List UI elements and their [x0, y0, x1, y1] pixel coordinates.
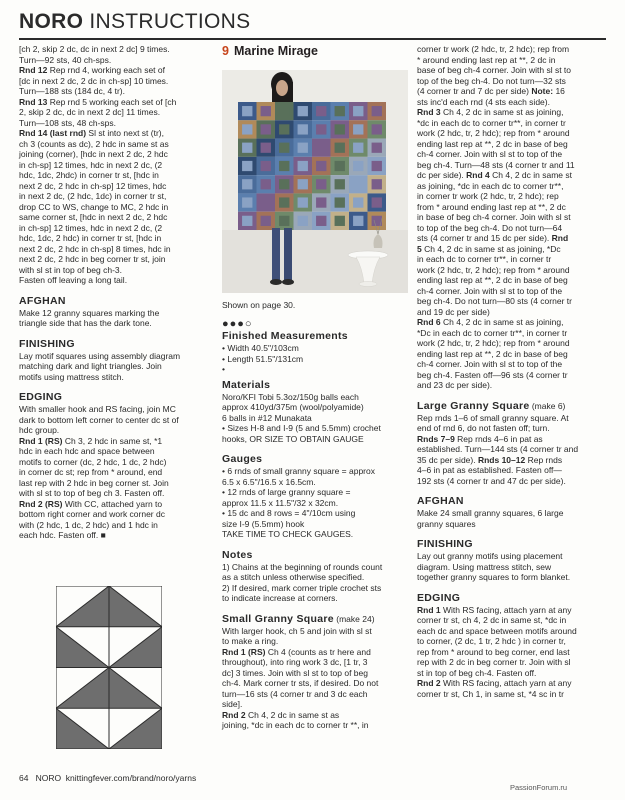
text-line: dark to bottom left corner to center dc st of	[19, 414, 179, 425]
text-line: • 12 rnds of large granny square =	[222, 487, 351, 497]
text-line: ending last rep at **, 2 dc in base of beg	[417, 348, 568, 359]
text-line: and 19 dc per side)	[417, 306, 490, 317]
text-line: hdc in each hdc and space between	[19, 446, 155, 456]
text-line: and 23 dc per side).	[417, 380, 493, 390]
round-label: Rnd 13	[19, 96, 48, 107]
text-line: corner tr st, Ch 1, in same st, *4 sc in tr	[417, 688, 564, 699]
round-3	[417, 107, 607, 118]
edging-heading: EDGING	[19, 391, 63, 403]
text-line: matching dark and light triangles. Join	[19, 361, 162, 371]
blanket-square-center	[242, 106, 252, 116]
blanket-square-center	[298, 161, 308, 171]
text-line: hdc, 1dc, 2 hdc) in corner tr st, [hdc in	[19, 233, 162, 243]
text-line: end of rnd 6, do not fasten off; turn.	[417, 423, 550, 433]
blanket-square-center	[335, 179, 345, 189]
text-line: 6.5 x 6.5"/16.5 x 16.5cm.	[222, 476, 316, 487]
text-line: Rep rnd 5 working each set of [ch	[47, 96, 177, 107]
round-label: Rnd 14 (last rnd)	[19, 128, 87, 138]
section-heading: Small Granny Square	[222, 612, 334, 625]
blanket-square-center	[316, 197, 326, 207]
text-line: approx 410yd/375m (wool/polyamide)	[222, 402, 364, 412]
text-line: [ch 2, skip 2 dc, dc in next 2 dc] 9 times.	[19, 44, 170, 54]
text-line: hdc group.	[19, 425, 60, 435]
make-count: (make 24)	[333, 613, 375, 624]
make-count: (make 6)	[529, 400, 566, 411]
text-line: to top of the beg ch-4. Do not turn—64	[417, 222, 563, 233]
text-line: diagram. Using mattress stitch, sew	[417, 561, 552, 572]
text-line: 4–6 in pat as established. Fasten off—	[417, 465, 562, 475]
finished-measurements-heading: Finished Measurements	[222, 330, 348, 342]
blanket-square-center	[316, 106, 326, 116]
sgs-round-1	[222, 647, 408, 658]
blanket-square-center	[261, 197, 271, 207]
text-line: approx 11.5 x 11.5"/32 x 32cm.	[222, 497, 339, 508]
project-name: Marine Mirage	[233, 44, 319, 58]
page-number: 64	[19, 773, 29, 783]
project-title	[222, 44, 318, 58]
text-line: Ch 4, 2 dc in same st as	[245, 709, 340, 720]
round-label: Rnd 6	[417, 317, 441, 327]
round-label: Rnd 4	[466, 170, 490, 180]
text-line: 6 balls in #12 Munakata	[222, 412, 312, 423]
text-line: to indicate increase at corners.	[222, 593, 338, 603]
text-line: work (2 hdc, tr, 2 hdc); rep from * around	[417, 128, 570, 138]
text-line: • Length 51.5"/131cm	[222, 353, 304, 364]
blanket-square-center	[335, 161, 345, 171]
round-label: Rnd 2	[222, 709, 246, 720]
text-line: Turn—108 sts, 48 ch-sps.	[19, 117, 117, 128]
assembly-diagram	[56, 586, 162, 749]
small-granny-square-heading	[222, 613, 408, 626]
notes-heading: Notes	[222, 548, 253, 561]
blanket-square-center	[242, 197, 252, 207]
header-section: INSTRUCTIONS	[89, 10, 251, 33]
text-line: beg ch-4. Do not turn—80 sts (4 corner tr	[417, 296, 572, 306]
text-line: turn—16 sts (4 corner tr and 3 dc each	[222, 688, 368, 699]
blanket-square-center	[335, 124, 345, 134]
blanket-square-center	[279, 143, 289, 153]
text-line: same corner st, [hdc in next 2 dc, 2 hdc	[19, 212, 168, 222]
text-line: motifs using mattress stitch.	[19, 371, 124, 382]
text-line: next 2 dc, 2 hdc in beg corner tr st, join	[19, 254, 166, 264]
text-line: [dc in next 2 dc, 2 dc in ch-sp] 10 times.	[19, 75, 169, 86]
column-1	[19, 44, 207, 541]
blanket-square-center	[279, 179, 289, 189]
round-label: Rnd 1 (RS)	[19, 435, 63, 446]
blanket-square-center	[353, 143, 363, 153]
text-line: from * around ending last rep at **, 2 dc	[417, 201, 566, 212]
text-span: (4 corner tr and 7 dc per side)	[417, 86, 529, 96]
text-line: work (2 hdc, tr, 2 hdc); rep from * around	[417, 264, 570, 275]
round-6	[417, 317, 607, 328]
text-line: established. Turn—144 sts (4 corner tr and	[417, 444, 579, 454]
footer-url: knittingfever.com/brand/noro/yarns	[65, 773, 197, 783]
text-line: throughout), into ring work 3 dc, [1 tr, 3	[222, 657, 368, 667]
large-granny-square-heading	[417, 400, 607, 413]
gauges-heading: Gauges	[222, 453, 263, 465]
round-label: Rnd 1	[417, 604, 441, 615]
text-line: in base of beg ch-4 corner. Join with sl st	[417, 212, 571, 222]
blanket-square-center	[261, 143, 271, 153]
blanket-square-center	[353, 161, 363, 171]
text-line: ch-4 corner. Join with sl st to top of the	[417, 149, 563, 159]
blanket-square-center	[261, 124, 271, 134]
rounds-7-9	[417, 434, 607, 445]
round-label: Rnd 2 (RS)	[19, 498, 63, 509]
text-line: beg ch-4. Turn—48 sts (4 corner tr and 11	[417, 159, 575, 170]
round-label: Rnds 10–12	[477, 454, 526, 465]
round-label: Rnd 12	[19, 65, 48, 75]
blanket-square-center	[242, 179, 252, 189]
text-line: joining, *dc in each dc to corner tr **, in	[222, 720, 369, 730]
text-line: With larger hook, ch 5 and join with sl st	[222, 625, 372, 636]
text-span: 16	[553, 86, 565, 96]
text-line: in corner tr work (2 hdc, tr, 2 hdc); rep	[417, 191, 559, 201]
text-line: as joining, *dc in each dc to corner tr**,	[417, 180, 564, 191]
afghan-heading: AFGHAN	[19, 294, 66, 307]
blanket-square-center	[316, 179, 326, 189]
text-line: in next 2 dc, (2 hdc, 1dc) in corner tr st,	[19, 191, 167, 201]
blanket-square-center	[298, 179, 308, 189]
text-line: 1) Chains at the beginning of rounds count	[222, 561, 383, 572]
blanket-square-center	[242, 161, 252, 171]
text-line: •	[222, 364, 225, 374]
watermark: PassionForum.ru	[510, 783, 568, 792]
text-span: 35 dc per side).	[417, 454, 476, 465]
page-header	[19, 10, 250, 34]
text-line: *dc in each dc to corner tr**, in corner tr	[417, 117, 566, 128]
edging-round-1	[19, 436, 207, 447]
blanket-square-center	[372, 197, 382, 207]
text-line: * around ending last rep at **, 2 dc in	[417, 54, 556, 65]
text-line	[417, 455, 607, 466]
text-line: ch 3 (counts as dc), 2 hdc in same st as	[19, 138, 169, 149]
text-line: st in top of beg ch-4. Fasten off.	[417, 667, 537, 678]
text-line: each hdc. Fasten off. ■	[19, 530, 106, 540]
round-label: Rnd 1 (RS)	[222, 646, 266, 657]
blanket-square-center	[353, 179, 363, 189]
text-line: TAKE TIME TO CHECK GAUGES.	[222, 529, 354, 539]
text-line: size I-9 (5.5mm) hook	[222, 518, 305, 529]
text-line: to make a ring.	[222, 636, 279, 646]
text-line: With CC, attached yarn to	[62, 498, 163, 509]
text-line: Rep rnds 1–6 of small granny square. At	[417, 412, 569, 423]
text-line: top of the beg ch-4. Do not turn—32 sts	[417, 75, 566, 86]
text-line: ch-4. Mark corner tr sts, if desired. Do not	[222, 678, 379, 688]
column-2	[222, 318, 408, 731]
round-5	[417, 244, 607, 255]
blanket-square-center	[279, 124, 289, 134]
text-line: • 15 dc and 8 rows = 4"/10cm using	[222, 508, 356, 518]
round-label: Rnd 3	[417, 107, 441, 117]
text-line: rep with 2 dc in beg corner tr. Join with sl	[417, 657, 571, 667]
blanket-square-center	[372, 106, 382, 116]
blanket-square-center	[335, 216, 345, 226]
text-line: side].	[222, 699, 243, 709]
text-line: 192 sts (4 corner tr and 47 dc per side).	[417, 475, 566, 486]
blanket-square-center	[353, 124, 363, 134]
text-line: last rep with 2 hdc in beg corner st. Join	[19, 477, 169, 488]
sgs-round-2	[222, 710, 408, 721]
text-line: Ch 4, 2 dc in same st as joining,	[440, 107, 564, 117]
text-span: dc per side).	[417, 170, 464, 180]
blanket-square-center	[261, 216, 271, 226]
text-line: ch-4 corner. Join with sl st to top of the	[417, 285, 563, 296]
text-line: Make 12 granny squares marking the	[19, 307, 160, 318]
text-line: ending last rep at **, 2 dc in base of beg	[417, 275, 568, 285]
round-12	[19, 65, 207, 76]
text-line: to corner, (2 dc, 1 tr, 2 hdc ) in corner tr,	[417, 636, 566, 646]
blanket-square-center	[316, 216, 326, 226]
text-line: in each dc to corner tr**, in corner tr	[417, 254, 552, 264]
section-heading: Large Granny Square	[417, 399, 530, 412]
blanket-square-center	[279, 216, 289, 226]
header-rule	[19, 38, 606, 40]
text-line: next 2 dc, 2 hdc in ch-sp] 12 times, hdc	[19, 180, 167, 191]
text-line: corner tr work (2 hdc, tr, 2 hdc); rep from	[417, 44, 570, 54]
text-line: Turn—92 sts, 40 ch-sps.	[19, 54, 112, 65]
text-line: Ch 3, 2 hdc in same st, *1	[62, 435, 163, 446]
blanket-square-center	[298, 143, 308, 153]
footer-brand: NORO	[35, 773, 62, 783]
text-line: ch-4 corner. Join with sl st to top of the	[417, 359, 563, 369]
text-line: motifs to corner (dc, 2 hdc, 1 dc, 2 hdc)	[19, 456, 167, 467]
text-line	[417, 86, 607, 97]
text-line: corner tr st, ch 4, 2 dc in same st, *dc in	[417, 615, 567, 625]
text-line: base of beg ch-4 corner. Join with sl st to	[417, 65, 572, 75]
blanket-square-center	[261, 179, 271, 189]
text-line: joining (corner), [hdc in next 2 dc, 2 hdc	[19, 149, 168, 159]
edging-round-2	[417, 678, 607, 689]
round-label: Rnd 2	[417, 678, 441, 688]
text-line: Rep rnd 4, working each set of	[47, 65, 165, 75]
blanket-square-center	[298, 197, 308, 207]
blanket-square-center	[298, 216, 308, 226]
project-number: 9	[222, 44, 229, 58]
round-label: Rnds 7–9	[417, 433, 455, 444]
edging-heading: EDGING	[417, 591, 461, 604]
text-line: ending last rep at **, 2 dc in base of beg	[417, 138, 568, 149]
text-line: *Dc in each dc to corner tr**, in corner tr	[417, 327, 568, 338]
text-span: Ch 4, 2 dc in same st	[489, 170, 572, 180]
round-label: 5	[417, 243, 422, 254]
text-line: • Width 40.5"/103cm	[222, 343, 299, 353]
text-line	[417, 233, 607, 244]
column-3	[417, 44, 607, 699]
afghan-heading: AFGHAN	[417, 495, 464, 507]
text-line: rep from * around to beg corner, end last	[417, 646, 570, 657]
blanket-square-center	[335, 197, 345, 207]
blanket-square-center	[242, 143, 252, 153]
blanket-square-center	[261, 161, 271, 171]
text-line: beg ch-4. Fasten off—96 sts (4 corner tr	[417, 369, 568, 380]
text-line: • Sizes H-8 and I-9 (5 and 5.5mm) crochet	[222, 423, 381, 433]
text-span: Ch 4, 2 dc in same st as joining,	[440, 317, 564, 327]
text-line: 2) If desired, mark corner triple crochet sts	[222, 582, 382, 593]
edging-round-2	[19, 499, 207, 510]
materials-heading: Materials	[222, 378, 271, 391]
round-label: Rnd	[551, 233, 569, 243]
project-photo	[222, 70, 408, 293]
blanket-square-center	[242, 216, 252, 226]
text-line: each dc and space between motifs around	[417, 625, 577, 636]
text-line: Lay out granny motifs using placement	[417, 551, 563, 561]
text-line: Sl st into next st (tr),	[86, 128, 164, 138]
text-line: granny squares	[417, 518, 476, 529]
round-13	[19, 97, 207, 108]
blanket-square-center	[335, 143, 345, 153]
blanket-square-center	[372, 124, 382, 134]
blanket-square-center	[279, 197, 289, 207]
page-footer	[19, 773, 196, 783]
note-label: Note:	[528, 86, 554, 96]
finishing-heading: FINISHING	[19, 337, 75, 350]
text-line: in ch-sp] 12 times, hdc in next 2 dc, (2	[19, 222, 163, 233]
text-line: Lay motif squares using assembly diagram	[19, 350, 181, 361]
text-line: sts inc'd each rnd (4 sts each side).	[417, 96, 550, 107]
blanket-square-center	[279, 106, 289, 116]
text-span: sts (4 corner tr and 15 dc per side).	[417, 233, 550, 243]
blanket-square-center	[335, 106, 345, 116]
text-line: with sl st in top of beg ch-3.	[19, 264, 122, 275]
text-line: Ch 4 (counts as tr here and	[265, 646, 371, 657]
blanket-square-center	[242, 124, 252, 134]
text-line: in ch-sp] 12 times, hdc in next 2 dc, (2	[19, 159, 163, 170]
text-line: Make 24 small granny squares, 6 large	[417, 508, 564, 518]
blanket-square-center	[316, 143, 326, 153]
text-line: drop CC to WS, change to MC, 2 hdc in	[19, 201, 169, 212]
blanket-square-center	[353, 197, 363, 207]
skill-level-dots: ●●●○	[222, 318, 253, 330]
text-line: Turn—188 sts (184 dc, 4 tr).	[19, 86, 125, 96]
text-line: with sl st to top of beg ch 3. Fasten off.	[19, 488, 165, 498]
text-line: 2, skip 2 dc, dc in next 2 dc] 11 times.	[19, 107, 161, 117]
finishing-heading: FINISHING	[417, 538, 473, 550]
model-with-blanket-image	[222, 70, 408, 293]
text-span: Rep rnds	[525, 454, 563, 465]
blanket-square-center	[372, 179, 382, 189]
blanket-square-center	[316, 124, 326, 134]
blanket-square-center	[316, 161, 326, 171]
text-span: With RS facing, attach yarn at any	[440, 678, 572, 688]
blanket-square-center	[261, 106, 271, 116]
text-line: Noro/KFI Tobi 5.3oz/150g balls each	[222, 391, 359, 402]
round-14	[19, 128, 207, 139]
blanket-square-center	[298, 106, 308, 116]
text-line: in corner dc st; rep from * around, end	[19, 467, 163, 477]
text-line: next 2 dc, 2 hdc in ch-sp] 8 times, hdc in	[19, 243, 171, 254]
text-line: together granny squares to form blanket.	[417, 572, 571, 582]
edging-round-1	[417, 605, 607, 616]
text-line	[417, 170, 607, 181]
blanket-square-center	[353, 216, 363, 226]
text-line: with (2 hdc, 1 dc, 2 hdc) and 1 hdc in	[19, 519, 158, 530]
text-line: hdc, 1dc, 2hdc) in corner tr st, [hdc in	[19, 170, 159, 180]
header-brand: NORO	[19, 10, 84, 33]
text-line: as a stitch unless otherwise specified.	[222, 572, 365, 582]
text-span: Rep rnds 4–6 in pat as	[454, 433, 543, 444]
text-line: triangle side that has the dark tone.	[19, 318, 152, 328]
text-span: Ch 4, 2 dc in same st as joining, *Dc	[421, 243, 561, 254]
text-line: bottom right corner and work corner dc	[19, 509, 165, 519]
blanket-square-center	[353, 106, 363, 116]
text-line: dc] 3 times. Join with sl st to top of beg	[222, 667, 368, 678]
text-line: hooks, OR SIZE TO OBTAIN GAUGE	[222, 433, 364, 444]
photo-caption: Shown on page 30.	[222, 300, 296, 310]
text-line: With smaller hook and RS facing, join MC	[19, 404, 176, 414]
blanket-square-center	[279, 161, 289, 171]
blanket-square-center	[372, 143, 382, 153]
blanket-square-center	[372, 161, 382, 171]
blanket-square-center	[298, 124, 308, 134]
text-line: work (2 hdc, tr, 2 hdc); rep from * around	[417, 338, 570, 348]
text-line: Fasten off leaving a long tail.	[19, 275, 128, 285]
text-span: With RS facing, attach yarn at any	[440, 604, 572, 615]
text-line: • 6 rnds of small granny square = approx	[222, 466, 375, 476]
